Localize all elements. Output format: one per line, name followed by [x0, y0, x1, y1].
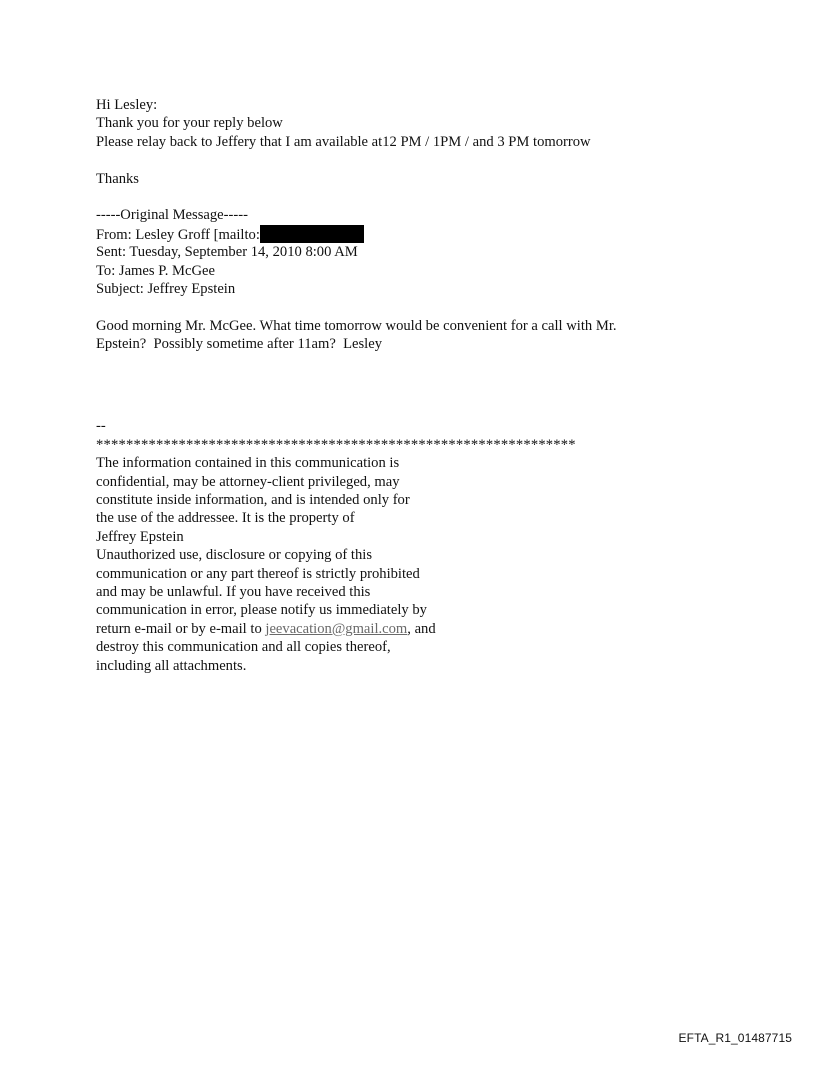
reply-greeting: Hi Lesley:: [96, 97, 158, 113]
from-line: [96, 225, 736, 243]
original-body-line-1: Good morning Mr. McGee. What time tomorrow would be convenient for a call with Mr.: [96, 317, 617, 334]
disclaimer-line: communication in error, please notify us immediately by: [96, 602, 427, 619]
to-line: To: James P. McGee: [96, 262, 215, 279]
spacer: [96, 353, 736, 417]
return-prefix: return e-mail or by e-mail to: [96, 620, 266, 637]
redacted-email-block: [260, 225, 364, 243]
signature-dashes: --: [96, 418, 106, 435]
document-id: EFTA_R1_01487715: [678, 1031, 792, 1045]
original-body-line-2: Epstein? Possibly sometime after 11am? Lesley: [96, 336, 382, 353]
disclaimer-line: and may be unlawful. If you have received this: [96, 583, 371, 600]
spacer: [96, 151, 736, 169]
reply-line-2: Please relay back to Jeffery that I am available at12 PM / 1PM / and 3 PM tomorrow: [96, 133, 591, 150]
from-label: From: Lesley Groff [mailto:: [96, 226, 260, 243]
disclaimer-line: Jeffrey Epstein: [96, 528, 184, 545]
subject-line: Subject: Jeffrey Epstein: [96, 280, 236, 297]
disclaimer-line: constitute inside information, and is intended only for: [96, 492, 410, 509]
email-document: [96, 96, 736, 675]
disclaimer-line: the use of the addressee. It is the property of: [96, 510, 355, 527]
disclaimer-line: communication or any part thereof is strictly prohibited: [96, 565, 420, 582]
disclaimer-star-divider: ****************************************************************: [96, 436, 576, 453]
disclaimer-line: Unauthorized use, disclosure or copying of this: [96, 547, 373, 564]
spacer: [96, 188, 736, 206]
disclaimer-line: The information contained in this communication is: [96, 455, 400, 472]
spacer: [96, 298, 736, 316]
disclaimer-line: destroy this communication and all copies thereof,: [96, 639, 391, 656]
original-message-header: -----Original Message-----: [96, 207, 248, 224]
email-link[interactable]: jeevacation@gmail.com: [265, 620, 408, 637]
reply-line-1: Thank you for your reply below: [96, 115, 283, 132]
disclaimer-return-line: [96, 620, 736, 638]
disclaimer-line: including all attachments.: [96, 657, 247, 674]
disclaimer-line: confidential, may be attorney-client privileged, may: [96, 473, 400, 490]
reply-thanks: Thanks: [96, 170, 139, 187]
sent-line: Sent: Tuesday, September 14, 2010 8:00 AM: [96, 244, 358, 261]
return-suffix: , and: [407, 620, 436, 637]
